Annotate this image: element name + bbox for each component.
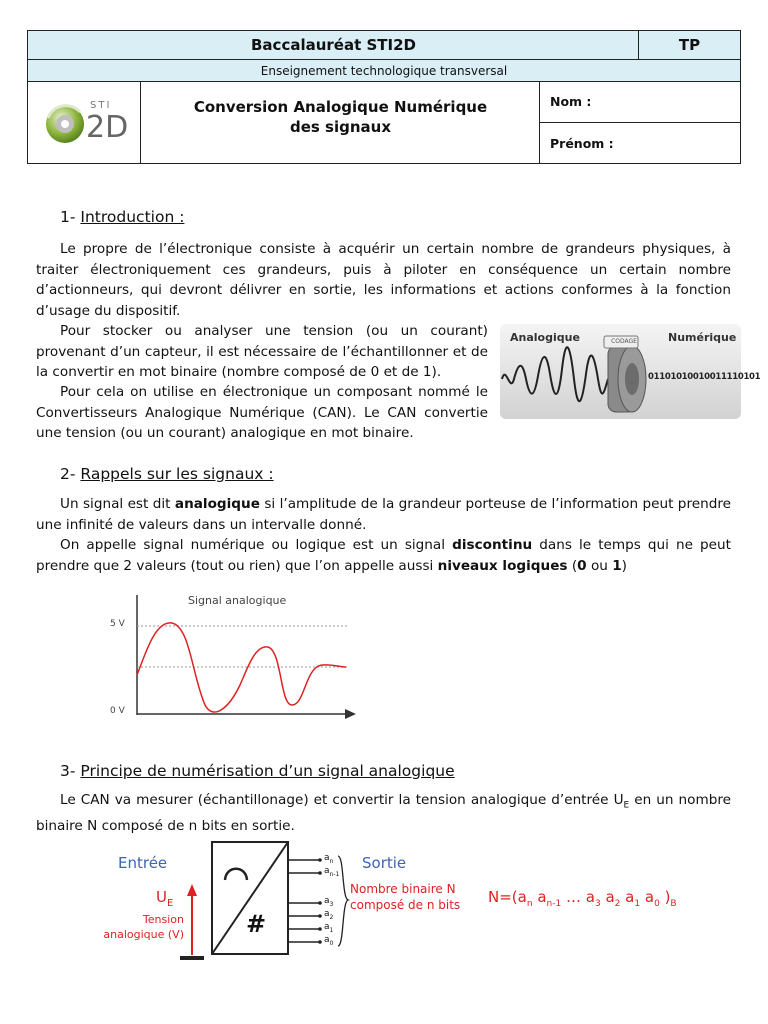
nombre-binaire-label-1: Nombre binaire N xyxy=(350,882,456,896)
formula-close: ) xyxy=(659,888,671,906)
formula-sub-b: B xyxy=(670,899,677,909)
nom-cell[interactable] xyxy=(539,81,741,124)
header-title: Baccalauréat STI2D xyxy=(251,36,416,54)
section-1-num: 1- xyxy=(60,208,76,226)
codage-binary: 01101010010011110101 xyxy=(648,372,761,382)
tension-label-1: Tension xyxy=(142,913,184,926)
binary-formula xyxy=(488,888,677,909)
output-a-0-letter: a xyxy=(324,935,330,945)
logo-cell xyxy=(27,81,142,164)
header-tp-cell xyxy=(638,30,741,61)
output-a-1-sub: 1 xyxy=(329,926,334,934)
term-discontinu: discontinu xyxy=(452,537,533,553)
output-a-2 xyxy=(324,909,333,921)
section-2-num: 2- xyxy=(60,465,76,483)
can-diagram xyxy=(98,840,678,965)
entree-label: Entrée xyxy=(118,854,168,872)
paragraph-1-text: Le propre de l’électronique consiste à acquérir un certain nombre de grandeurs physiques, à traiter électroniquement ces grandeurs, puis à piloter en conséquence un certain nombre d’actionneurs, qui devront délivrer en sortie, les informations et actions conformes à la fonction d’usage du dispositif. xyxy=(36,241,731,319)
paragraph-3 xyxy=(36,382,488,444)
formula-sub-n1: n-1 xyxy=(546,899,562,909)
paragraph-5-text-a: On appelle signal numérique ou logique est un signal xyxy=(60,537,453,553)
section-2-title: Rappels sur les signaux : xyxy=(80,465,274,483)
plot-x-arrow xyxy=(345,709,356,719)
output-a-0-sub: 0 xyxy=(329,939,334,947)
ue-sub: E xyxy=(166,898,174,909)
paragraph-5-text-i: ) xyxy=(621,557,627,574)
paragraph-3-text: Pour cela on utilise en électronique un composant nommé le Convertisseurs Analogique Numérique (CAN). Le CAN convertie une tension (ou un courant) analogique en mot binaire. xyxy=(36,384,488,441)
formula-sub-2: 2 xyxy=(614,899,621,909)
formula-sub-0: 0 xyxy=(654,899,660,909)
paragraph-6-text: Le CAN va mesurer (échantillonage) et convertir la tension analogique d’entrée U xyxy=(60,792,624,808)
term-one: 1 xyxy=(612,557,622,574)
formula-start: N=(a xyxy=(488,888,527,906)
output-a-n xyxy=(324,853,333,865)
analog-wave xyxy=(502,347,608,401)
output-a-1 xyxy=(324,922,333,934)
section-1-heading xyxy=(60,208,184,226)
section-3-title: Principe de numérisation d’un signal analogique xyxy=(80,762,455,780)
output-a-2-sub: 2 xyxy=(329,913,334,921)
output-a-0 xyxy=(324,935,333,947)
tension-label-2: analogique (V) xyxy=(103,928,184,941)
codage-illustration xyxy=(500,324,761,419)
section-3-heading xyxy=(60,762,455,780)
logo-sti-text: STI xyxy=(90,100,112,111)
header-title-cell xyxy=(27,30,640,61)
paragraph-5-text-e: ( xyxy=(567,557,578,574)
section-3-num: 3- xyxy=(60,762,76,780)
paragraph-1 xyxy=(36,239,731,321)
codage-right-label: Numérique xyxy=(668,331,737,344)
formula-a2: a xyxy=(600,888,615,906)
codage-left-label: Analogique xyxy=(510,331,580,344)
plot-title: Signal analogique xyxy=(188,594,287,607)
paragraph-6-sub: E xyxy=(623,800,630,811)
paragraph-4 xyxy=(36,494,731,535)
output-a-2-letter: a xyxy=(324,909,330,919)
paragraph-5-text-g: ou xyxy=(586,557,613,574)
output-a-n-sub: n xyxy=(329,857,334,865)
prenom-cell[interactable] xyxy=(539,122,741,164)
ue-main: U xyxy=(156,888,167,906)
paragraph-6 xyxy=(36,790,731,837)
paragraph-6-text-b: en un nombre binaire N composé de n bits en sortie. xyxy=(36,792,731,835)
paragraph-2-text: Pour stocker ou analyser une tension (ou un courant) provenant d’un capteur, il est nécessaire de l’échantillonner et de la convertir en mot binaire (nombre composé de 0 et de 1). xyxy=(36,323,488,380)
term-niveaux-logiques: niveaux logiques xyxy=(437,557,568,574)
output-a-n1-letter: a xyxy=(324,866,330,876)
hash-symbol: # xyxy=(246,910,267,938)
nom-label: Nom : xyxy=(550,94,592,109)
header-subtitle-cell xyxy=(27,59,741,83)
plot-y-bottom-label: 0 V xyxy=(110,706,125,716)
output-a-n1-sub: n-1 xyxy=(329,870,340,878)
header-tp: TP xyxy=(678,36,701,54)
nombre-binaire-label-2: composé de n bits xyxy=(350,898,461,912)
term-zero: 0 xyxy=(577,557,587,574)
formula-sub-n: n xyxy=(526,899,533,909)
sortie-label: Sortie xyxy=(362,854,407,872)
doc-title-cell xyxy=(140,81,541,164)
output-brace xyxy=(338,856,348,946)
plot-y-top-label: 5 V xyxy=(110,619,125,629)
output-a-n-letter: a xyxy=(324,853,330,863)
header-subtitle: Enseignement technologique transversal xyxy=(260,64,508,78)
formula-sub-3: 3 xyxy=(594,899,601,909)
paragraph-2 xyxy=(36,321,488,383)
output-a-1-letter: a xyxy=(324,922,330,932)
section-1-title: Introduction : xyxy=(80,208,185,226)
paragraph-4-text-c: si l’amplitude de la grandeur porteuse de l’information peut prendre une infinité de valeurs dans un intervalle donné. xyxy=(36,496,731,533)
prenom-label: Prénom : xyxy=(550,136,614,151)
doc-title-line2: des signaux xyxy=(289,118,392,136)
paragraph-5-text-c: dans le temps qui ne peut prendre que 2 valeurs (tout ou rien) que l’on appelle aussi xyxy=(36,537,731,574)
paragraph-4-text-a: Un signal est dit xyxy=(60,496,175,512)
formula-a0: a xyxy=(640,888,655,906)
output-a-3-letter: a xyxy=(324,896,330,906)
doc-title-line1: Conversion Analogique Numérique xyxy=(193,98,488,116)
ue-label xyxy=(156,888,173,909)
formula-a-n1: a xyxy=(532,888,547,906)
output-a-3-sub: 3 xyxy=(329,900,334,908)
term-analogique: analogique xyxy=(174,496,260,512)
paragraph-5 xyxy=(36,535,731,576)
output-a-n1 xyxy=(324,866,339,878)
signal-plot xyxy=(100,585,360,725)
formula-dots: … a xyxy=(561,888,595,906)
output-a-3 xyxy=(324,896,333,908)
input-arrow-head xyxy=(187,884,197,896)
codage-device-label: CODAGE xyxy=(611,338,637,345)
logo-2d-text: 2D xyxy=(86,110,129,145)
section-2-heading xyxy=(60,465,274,483)
formula-sub-1: 1 xyxy=(634,899,641,909)
formula-a1: a xyxy=(620,888,635,906)
